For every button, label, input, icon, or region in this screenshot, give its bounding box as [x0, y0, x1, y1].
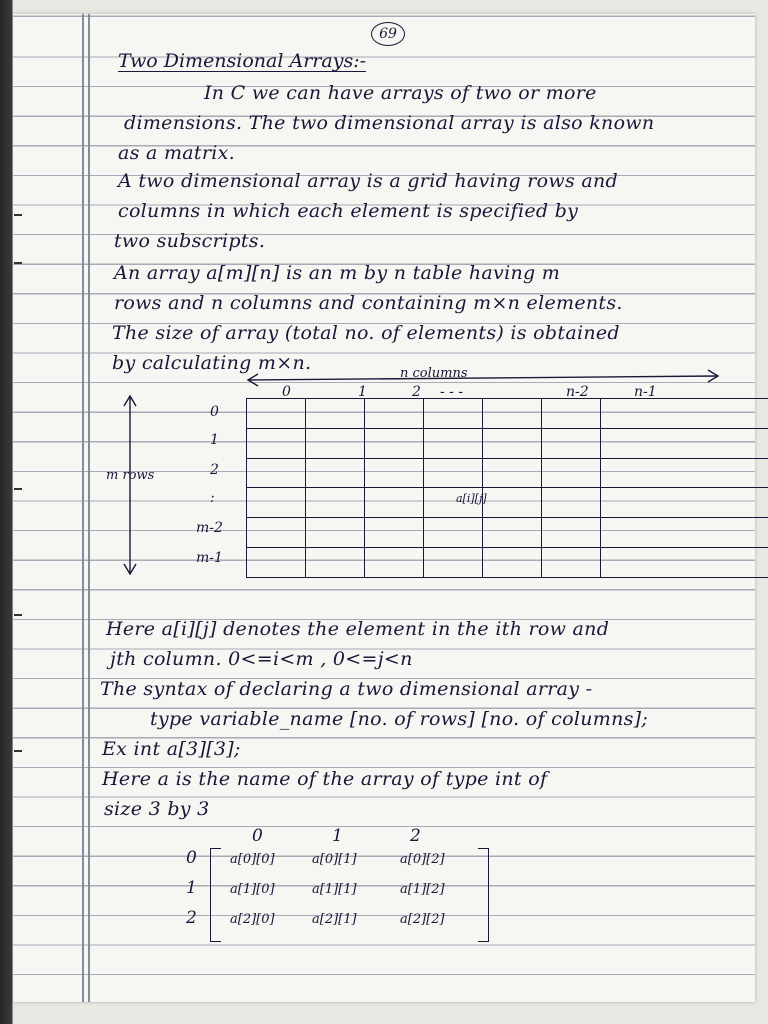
row-header: 2 [210, 462, 219, 478]
binding-mark [14, 214, 22, 216]
matrix-cell: a[0][1] [312, 852, 357, 867]
matrix-row-header: 1 [186, 878, 197, 898]
matrix-cell: a[1][1] [312, 882, 357, 897]
text-line: size 3 by 3 [104, 798, 210, 820]
matrix-column-header: 2 [410, 826, 421, 846]
matrix-cell: a[2][0] [230, 912, 275, 927]
text-line: Here a[i][j] denotes the element in the ith row and [106, 618, 610, 640]
margin-line [88, 14, 90, 1002]
matrix-cell: a[2][1] [312, 912, 357, 927]
columns-label: n columns [400, 366, 468, 381]
matrix-bracket-left [210, 848, 221, 942]
column-header: 2 [412, 384, 421, 400]
matrix-bracket-right [478, 848, 489, 942]
cell-label: a[i][j] [456, 492, 487, 505]
binding-mark [14, 262, 22, 264]
array-diagram [100, 366, 740, 586]
text-line: Here a is the name of the array of type int of [102, 768, 548, 790]
text-line: An array a[m][n] is an m by n table having m [114, 262, 561, 284]
matrix-cell: a[0][0] [230, 852, 275, 867]
page-number: 69 [371, 22, 405, 46]
row-header: 0 [210, 404, 219, 420]
text-line: A two dimensional array is a grid having rows and [118, 170, 618, 192]
text-line: dimensions. The two dimensional array is also known [124, 112, 655, 134]
page-title: Two Dimensional Arrays:- [118, 50, 367, 72]
margin-line [82, 14, 84, 1002]
text-line: two subscripts. [114, 230, 266, 252]
matrix-cell: a[1][0] [230, 882, 275, 897]
column-header: 0 [282, 384, 291, 400]
text-line: rows and n columns and containing m×n elements. [114, 292, 623, 314]
text-line: columns in which each element is specified by [118, 200, 579, 222]
binding-mark [14, 750, 22, 752]
matrix-cell: a[0][2] [400, 852, 445, 867]
row-header: : [210, 490, 215, 506]
column-header: n-2 [566, 384, 589, 400]
text-line: by calculating m×n. [112, 352, 312, 374]
text-line: The syntax of declaring a two dimensional array - [100, 678, 593, 700]
text-line: In C we can have arrays of two or more [204, 82, 597, 104]
row-header: m-2 [196, 520, 223, 536]
rows-label: m rows [106, 468, 155, 483]
row-header: 1 [210, 432, 219, 448]
row-header: m-1 [196, 550, 223, 566]
column-header: n-1 [634, 384, 657, 400]
column-header: - - - [440, 384, 464, 400]
matrix-row-header: 0 [186, 848, 197, 868]
text-line: Ex int a[3][3]; [102, 738, 241, 760]
matrix-row-header: 2 [186, 908, 197, 928]
matrix-cell: a[2][2] [400, 912, 445, 927]
matrix-cell: a[1][2] [400, 882, 445, 897]
text-line: type variable_name [no. of rows] [no. of columns]; [150, 708, 649, 730]
text-line: jth column. 0<=i<m , 0<=j<n [110, 648, 413, 670]
matrix-column-header: 0 [252, 826, 263, 846]
matrix-column-header: 1 [332, 826, 343, 846]
text-line: as a matrix. [118, 142, 235, 164]
column-header: 1 [358, 384, 367, 400]
binding-mark [14, 614, 22, 616]
text-line: The size of array (total no. of elements) is obtained [112, 322, 620, 344]
binding-mark [14, 488, 22, 490]
array-grid [246, 398, 768, 578]
matrix-example [160, 826, 520, 946]
